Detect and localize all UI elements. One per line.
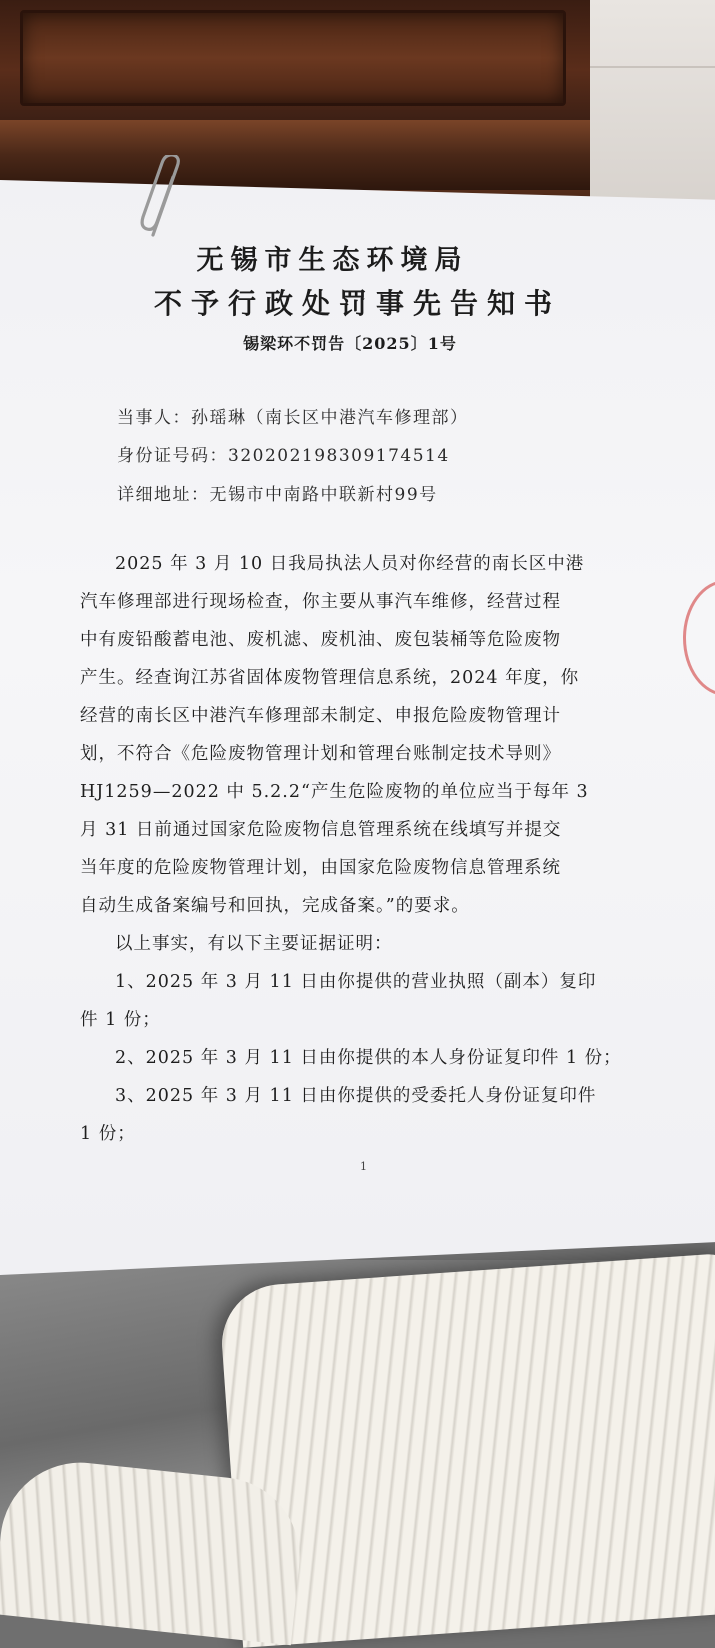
body-line: 汽车修理部进行现场检查，你主要从事汽车维修，经营过程 [80, 592, 561, 612]
body-line: 当年度的危险废物管理计划，由国家危险废物信息管理系统 [80, 858, 561, 878]
cabinet-rail [0, 120, 600, 190]
cabinet-panel [20, 10, 566, 106]
document-body [80, 545, 660, 1153]
body-line: 自动生成备案编号和回执，完成备案。”的要求。 [80, 896, 470, 916]
document-number: 锡梁环不罚告〔2025〕1号 [243, 334, 457, 353]
body-line: 划，不符合《危险废物管理计划和管理台账制定技术导则》 [80, 744, 561, 764]
evidence-item: 1 份； [80, 1124, 136, 1144]
evidence-item: 3、2025 年 3 月 11 日由你提供的受委托人身份证复印件 [115, 1086, 597, 1106]
party-name: 当事人：孙瑶琳（南长区中港汽车修理部） [117, 408, 469, 428]
wooden-cabinet [0, 0, 600, 200]
evidence-item: 件 1 份； [80, 1010, 161, 1030]
body-line: 月 31 日前通过国家危险废物信息管理系统在线填写并提交 [80, 820, 562, 840]
document-title-line2: 不予行政处罚事先告知书 [153, 287, 561, 320]
evidence-heading: 以上事实，有以下主要证据证明： [115, 934, 393, 954]
body-line: HJ1259—2022 中 5.2.2“产生危险废物的单位应当于每年 3 [80, 782, 589, 802]
paperclip-icon [135, 155, 195, 240]
body-line: 经营的南长区中港汽车修理部未制定、申报危险废物管理计 [80, 706, 561, 726]
party-id-number: 身份证号码：320202198309174514 [117, 446, 450, 466]
body-line: 产生。经查询江苏省固体废物管理信息系统，2024 年度，你 [80, 668, 580, 688]
evidence-item: 2、2025 年 3 月 11 日由你提供的本人身份证复印件 1 份； [115, 1048, 622, 1068]
body-line: 2025 年 3 月 10 日我局执法人员对你经营的南长区中港 [115, 554, 585, 574]
page-number: 1 [360, 1160, 367, 1173]
wall-seam [590, 66, 715, 68]
party-address: 详细地址：无锡市中南路中联新村99号 [117, 485, 438, 505]
wall [590, 0, 715, 200]
evidence-item: 1、2025 年 3 月 11 日由你提供的营业执照（副本）复印 [115, 972, 597, 992]
document-title-line1: 无锡市生态环境局 [196, 245, 469, 276]
body-line: 中有废铅酸蓄电池、废机滤、废机油、废包装桶等危险废物 [80, 630, 561, 650]
